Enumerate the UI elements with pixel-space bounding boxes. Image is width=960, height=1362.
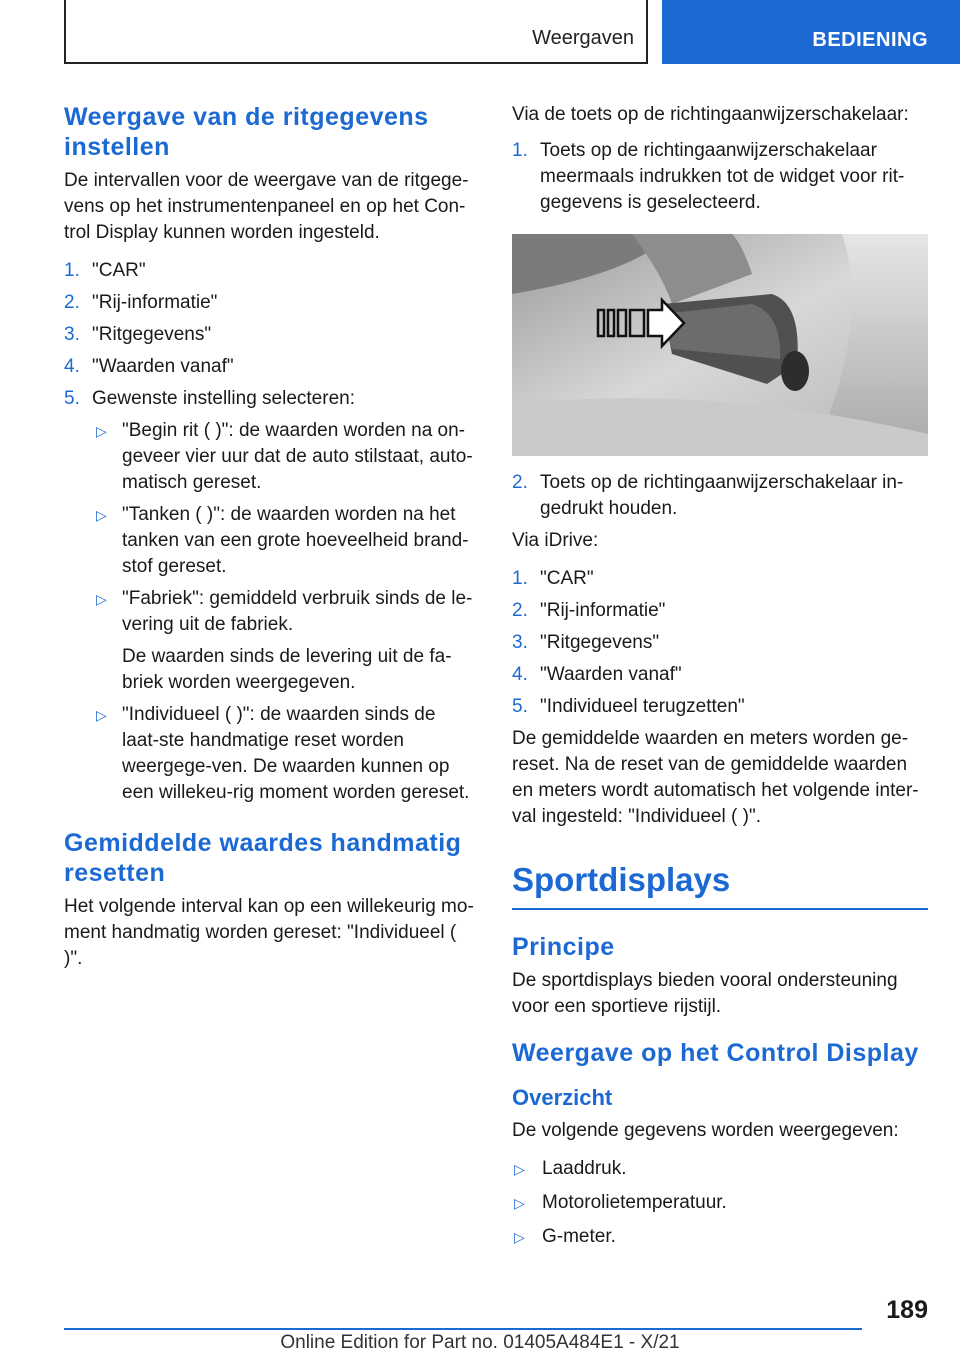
list-text: Gewenste instelling selecteren:: [92, 388, 355, 409]
right-column: [512, 102, 928, 1258]
bullet-triangle-icon: ▷: [96, 423, 107, 439]
bullet-item: [64, 586, 476, 638]
turn-signal-lever-photo: [512, 234, 928, 456]
list-number: 5.: [64, 388, 80, 409]
bullet-item: [64, 702, 476, 806]
list-text: Toets op de richtingaanwijzerschakelaar meermaals indrukken tot de widget voor rit-gegevens is geselecteerd.: [540, 140, 905, 213]
paragraph-via-idrive: Via iDrive:: [512, 530, 599, 551]
steps-list: [64, 258, 476, 412]
heading-manual-reset: Gemiddelde waardes handmatig resetten: [64, 829, 462, 887]
list-text: Toets op de richtingaanwijzerschakelaar in-gedrukt houden.: [540, 472, 904, 519]
left-column: [64, 102, 476, 984]
paragraph-overzicht: De volgende gegevens worden weergegeven:: [512, 1120, 899, 1141]
header-section-tab: [662, 0, 960, 64]
bullet-item: [64, 502, 476, 580]
header-section: BEDIENING: [812, 29, 928, 51]
bullet-text: G-meter.: [542, 1226, 616, 1247]
list-number: 2.: [64, 292, 80, 313]
paragraph-intervals: De intervallen voor de weergave van de ritgege-vens op het instrumentenpaneel en op het Con-trol Display kunnen worden ingesteld.: [64, 170, 469, 243]
list-item: [64, 322, 476, 348]
bullet-text: Motorolietemperatuur.: [542, 1192, 727, 1213]
list-number: 3.: [64, 324, 80, 345]
list-item: [512, 566, 928, 592]
list-number: 4.: [512, 664, 528, 685]
bullet-triangle-icon: ▷: [514, 1195, 525, 1211]
paragraph-via-button: Via de toets op de richtingaanwijzerschakelaar:: [512, 104, 909, 125]
list-item: [64, 386, 476, 412]
list-item: [512, 470, 928, 522]
list-text: "CAR": [540, 568, 594, 589]
list-number: 2.: [512, 600, 528, 621]
list-number: 1.: [512, 140, 528, 161]
turn-signal-lever-illustration: [512, 234, 928, 456]
bullet-text: "Tanken ( )": de waarden worden na het tanken van een grote hoeveelheid brand-stof gereset.: [122, 504, 469, 577]
list-text: "Ritgegevens": [540, 632, 660, 653]
bullet-text: Laaddruk.: [542, 1158, 627, 1179]
page-number: 189: [886, 1296, 928, 1324]
bullet-triangle-icon: ▷: [514, 1229, 525, 1245]
heading-sportdisplays: Sportdisplays: [512, 860, 928, 910]
list-text: "Waarden vanaf": [540, 664, 682, 685]
list-number: 3.: [512, 632, 528, 653]
list-text: "Rij-informatie": [540, 600, 666, 621]
list-number: 1.: [64, 260, 80, 281]
list-item: [512, 662, 928, 688]
list-item: [64, 258, 476, 284]
header-title-box: [64, 0, 648, 64]
bullet-triangle-icon: ▷: [96, 507, 107, 523]
list-number: 2.: [512, 472, 528, 493]
idrive-steps-list: [512, 566, 928, 720]
list-number: 5.: [512, 696, 528, 717]
list-number: 4.: [64, 356, 80, 377]
list-number: 1.: [512, 568, 528, 589]
bullet-item: [512, 1190, 928, 1216]
bullet-text: "Begin rit ( )": de waarden worden na on-geveer vier uur dat de auto stilstaat, auto-matisch gereset.: [122, 420, 473, 493]
list-item: [64, 290, 476, 316]
list-text: "Ritgegevens": [92, 324, 212, 345]
bullet-item: [512, 1156, 928, 1182]
heading-trip-data-settings: Weergave van de ritgegevens instellen: [64, 103, 429, 161]
bullet-text: "Individueel ( )": de waarden sinds de laat-ste handmatige reset worden weergege-ven. De waarden kunnen op een willekeu-rig moment worden gereset.: [122, 704, 470, 803]
list-item: [512, 694, 928, 720]
bullet-triangle-icon: ▷: [96, 591, 107, 607]
heading-control-display: Weergave op het Control Display: [512, 1039, 919, 1067]
bullet-item: [64, 418, 476, 496]
list-item: [64, 354, 476, 380]
footer-divider: [64, 1328, 862, 1330]
bullet-triangle-icon: ▷: [96, 707, 107, 723]
header-title: Weergaven: [532, 27, 634, 49]
paragraph-manual-reset: Het volgende interval kan op een willekeurig mo-ment handmatig worden gereset: "Individueel ( )".: [64, 896, 474, 969]
bullet-triangle-icon: ▷: [514, 1161, 525, 1177]
bullet-text: "Fabriek": gemiddeld verbruik sinds de le-vering uit de fabriek.: [122, 588, 473, 635]
list-text: "Individueel terugzetten": [540, 696, 745, 717]
heading-principe: Principe: [512, 933, 615, 961]
heading-overzicht: Overzicht: [512, 1085, 613, 1110]
footer-edition: Online Edition for Part no. 01405A484E1 - X/21: [280, 1332, 680, 1353]
options-list: [64, 418, 476, 806]
list-text: "Waarden vanaf": [92, 356, 234, 377]
list-item: [512, 630, 928, 656]
list-text: "Rij-informatie": [92, 292, 218, 313]
list-item: [512, 598, 928, 624]
list-item: [512, 138, 928, 216]
paragraph-after-reset: De gemiddelde waarden en meters worden ge-reset. Na de reset van de gemiddelde waarden en meters wordt automatisch het volgende inter-val ingesteld: "Individueel ( )".: [512, 728, 919, 827]
list-text: "CAR": [92, 260, 146, 281]
bullet-continuation: De waarden sinds de levering uit de fa-briek worden weergegeven.: [122, 646, 452, 693]
bullet-item: [512, 1224, 928, 1250]
paragraph-principe: De sportdisplays bieden vooral ondersteuning voor een sportieve rijstijl.: [512, 970, 898, 1017]
